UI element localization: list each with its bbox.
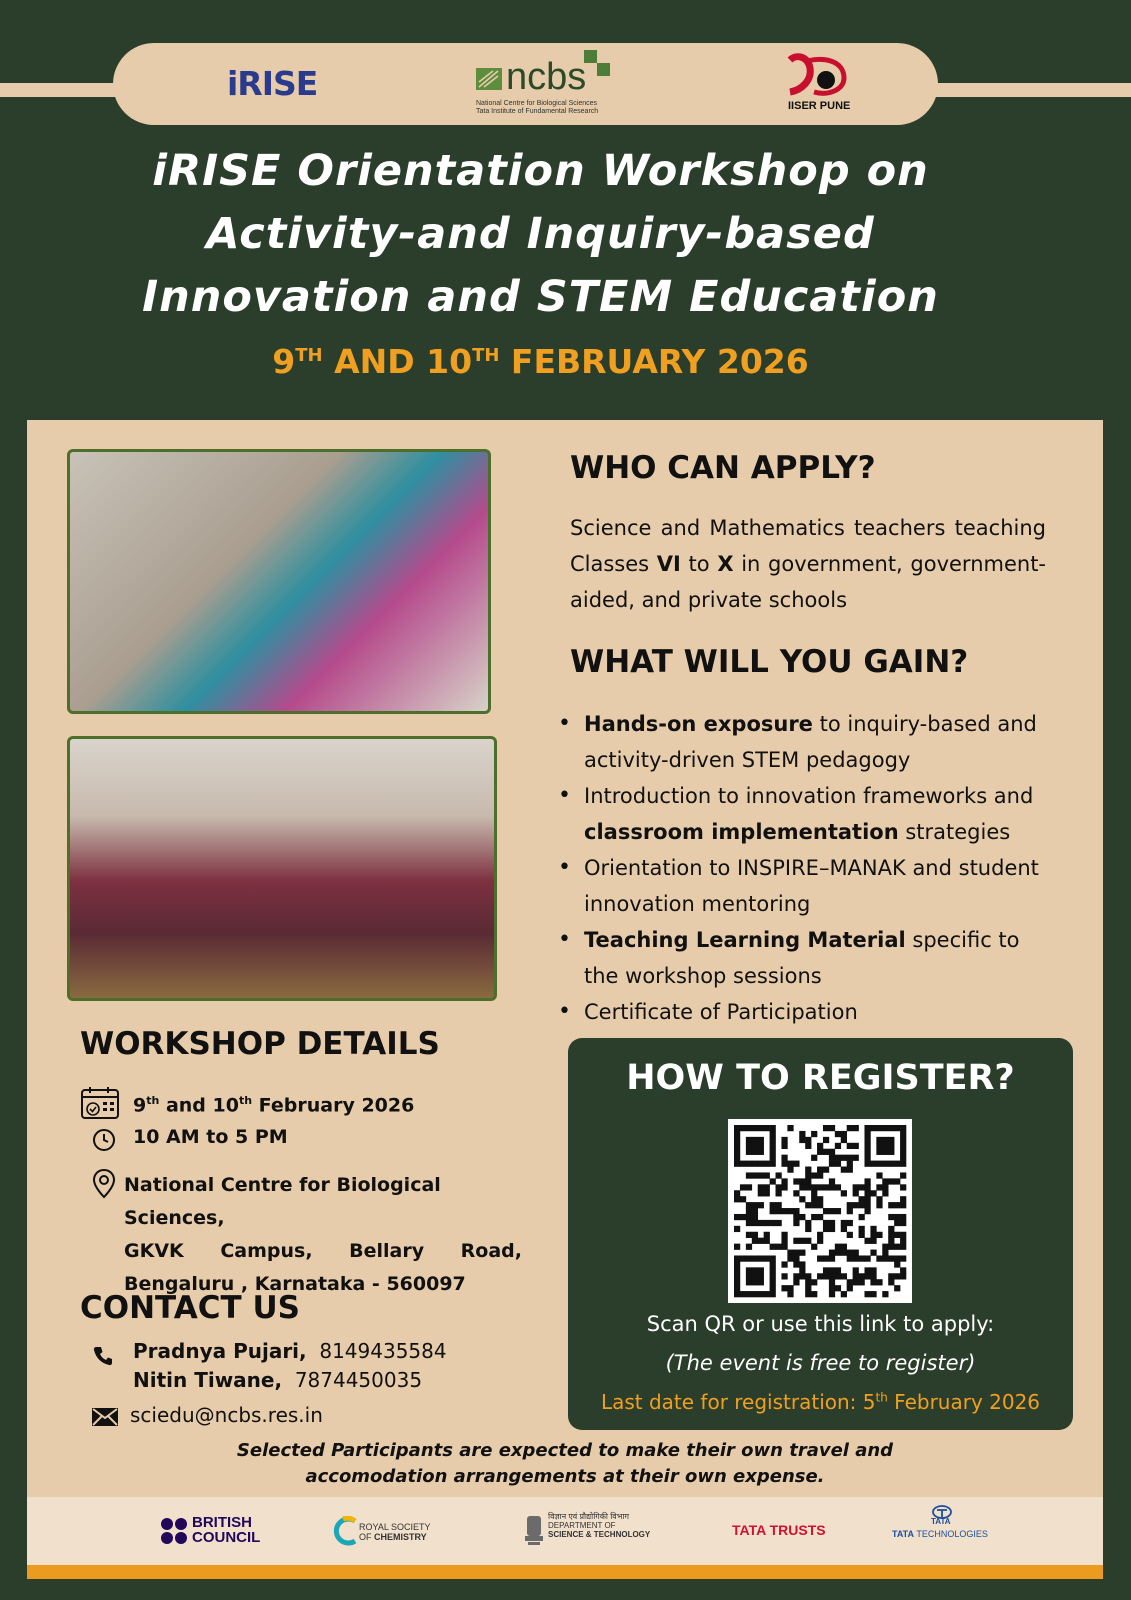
tata-tech-b: TECHNOLOGIES <box>914 1529 988 1539</box>
irise-logo-text: iRISE <box>227 64 318 103</box>
contact-person-2-phone[interactable]: 7874450035 <box>294 1368 423 1392</box>
title-line-1: iRISE Orientation Workshop on <box>152 146 929 196</box>
register-deadline-a: Last date for registration: 5 <box>600 1390 876 1414</box>
register-deadline <box>568 1390 1073 1414</box>
british-council-line-1: BRITISH <box>192 1514 252 1531</box>
registration-qr-code[interactable] <box>728 1119 912 1303</box>
gain-item-bold: Hands-on exposure <box>584 712 813 736</box>
venue-line-1: National Centre for Biological Sciences, <box>124 1174 441 1229</box>
british-council-text <box>192 1515 260 1545</box>
ashoka-emblem-icon <box>523 1512 545 1546</box>
travel-notice <box>27 1438 1103 1490</box>
rsc-line-2b: CHEMISTRY <box>374 1532 427 1542</box>
workshop-venue <box>124 1169 522 1301</box>
date-banner-day1: 9 <box>272 342 296 381</box>
workshop-date-a: 9 <box>133 1094 147 1117</box>
logo-band-left-line <box>0 83 130 97</box>
ncbs-logo <box>476 50 616 120</box>
tata-technologies-logo <box>892 1505 992 1545</box>
contact-person-1-name: Pradnya Pujari, <box>133 1339 307 1363</box>
dst-text <box>548 1512 650 1539</box>
register-scan-text: Scan QR or use this link to apply: <box>646 1312 995 1336</box>
ncbs-sub-line-2: Tata Institute of Fundamental Research <box>476 108 599 115</box>
notice-line-1: Selected Participants are expected to make their own travel and <box>236 1440 894 1461</box>
contact-email[interactable]: sciedu@ncbs.res.in <box>130 1403 323 1427</box>
date-banner <box>0 342 1081 381</box>
bottom-orange-strip <box>27 1565 1103 1579</box>
tata-emblem-text: TATA <box>931 1517 951 1526</box>
notice-line-2: accomodation arrangements at their own expense. <box>305 1466 825 1487</box>
tata-technologies-text <box>892 1529 988 1539</box>
contact-person-2 <box>133 1366 422 1395</box>
venue-line-3: Bengaluru , Karnataka - 560097 <box>124 1273 466 1295</box>
gain-item-text: Certificate of Participation <box>584 1000 858 1024</box>
title-line-3: Innovation and STEM Education <box>142 272 939 322</box>
who-text <box>570 510 1046 618</box>
workshop-date-c: February 2026 <box>252 1094 415 1117</box>
rsc-line-1: ROYAL SOCIETY <box>359 1522 431 1532</box>
venue-line-2: GKVK Campus, Bellary Road, <box>124 1240 522 1262</box>
contact-person-1-phone[interactable]: 8149435584 <box>319 1339 447 1363</box>
dst-hindi: विज्ञान एवं प्रौद्योगिकी विभाग <box>548 1512 629 1521</box>
who-bold-1: VI <box>656 552 681 576</box>
ncbs-leaf-icon <box>476 68 502 90</box>
gain-item <box>566 850 1056 922</box>
date-banner-end: FEBRUARY 2026 <box>499 342 809 381</box>
gain-item-text: specific to the workshop sessions <box>584 928 1020 988</box>
british-council-line-2: COUNCIL <box>192 1529 261 1546</box>
workshop-date <box>133 1084 414 1122</box>
who-heading: WHO CAN APPLY? <box>570 450 876 486</box>
british-council-dots-icon <box>160 1517 188 1545</box>
gain-list <box>566 706 1056 1030</box>
ncbs-square-2 <box>597 63 610 76</box>
gain-item-text: strategies <box>898 820 1011 844</box>
workshop-photo-1 <box>67 449 491 714</box>
workshop-time: 10 AM to 5 PM <box>133 1126 288 1148</box>
contact-person-1 <box>133 1337 447 1366</box>
gain-item-bold: classroom implementation <box>584 820 899 844</box>
dst-line-1: DEPARTMENT OF <box>548 1521 616 1530</box>
gain-item-text: Orientation to INSPIRE–MANAK and student innovation mentoring <box>584 856 1039 916</box>
workshop-date-b: and 10 <box>159 1094 239 1117</box>
gain-item <box>566 778 1056 850</box>
rsc-c-icon <box>333 1516 359 1546</box>
contact-heading: CONTACT US <box>80 1290 300 1326</box>
gain-item <box>566 706 1056 778</box>
register-heading: HOW TO REGISTER? <box>626 1058 1015 1098</box>
gain-item-bold: Teaching Learning Material <box>584 928 906 952</box>
gain-item-text: to inquiry-based and activity-driven STEM pedagogy <box>584 712 1037 772</box>
tata-trusts-logo: TATA TRUSTS <box>732 1522 826 1538</box>
iiser-logo-text: IISER PUNE <box>788 100 851 112</box>
date-banner-sup2: TH <box>472 345 500 366</box>
rsc-line-2a: OF <box>359 1532 374 1542</box>
contact-person-2-name: Nitin Tiwane, <box>133 1368 283 1392</box>
iiser-logo <box>782 50 872 116</box>
date-banner-mid: AND 10 <box>322 342 473 381</box>
gain-item-text: Introduction to innovation frameworks and <box>584 784 1034 808</box>
tata-tech-a: TATA <box>892 1529 914 1539</box>
phone-icon <box>93 1346 113 1366</box>
register-box <box>568 1038 1073 1430</box>
title-line-2: Activity-and Inquiry-based <box>206 209 875 259</box>
email-icon <box>92 1408 118 1426</box>
workshop-heading: WORKSHOP DETAILS <box>80 1026 440 1062</box>
location-pin-icon <box>92 1168 116 1200</box>
who-bold-2: X <box>717 552 734 576</box>
clock-icon <box>92 1128 116 1152</box>
gain-heading: WHAT WILL YOU GAIN? <box>570 644 969 680</box>
calendar-icon <box>80 1085 122 1121</box>
who-text-1: Science and Mathematics teachers teaching Classes <box>570 516 1046 576</box>
register-free-text: (The event is free to register) <box>665 1351 976 1375</box>
date-banner-sup1: TH <box>295 345 323 366</box>
dst-line-2: SCIENCE & TECHNOLOGY <box>548 1530 651 1539</box>
workshop-date-b-sup: th <box>238 1094 253 1107</box>
ncbs-sub-line-1: National Centre for Biological Sciences <box>476 100 598 107</box>
ncbs-logo-text: ncbs <box>506 56 587 98</box>
workshop-photo-2 <box>67 736 497 1001</box>
who-text-2: to <box>680 552 718 576</box>
iiser-emblem-icon <box>782 50 872 100</box>
qr-code-icon <box>728 1119 912 1303</box>
logo-band-right-line <box>920 83 1131 97</box>
rsc-text <box>359 1522 431 1542</box>
gain-item <box>566 922 1056 994</box>
ncbs-logo-subtitle <box>476 100 636 116</box>
rsc-line-2 <box>359 1532 431 1542</box>
irise-logo <box>227 64 317 103</box>
gain-item <box>566 994 1056 1030</box>
workshop-date-a-sup: th <box>146 1094 160 1107</box>
register-deadline-sup: th <box>875 1390 888 1405</box>
register-deadline-b: February 2026 <box>887 1390 1041 1414</box>
who-text-3: in government, government-aided, and private schools <box>570 552 1047 612</box>
workshop-title <box>0 140 1081 329</box>
